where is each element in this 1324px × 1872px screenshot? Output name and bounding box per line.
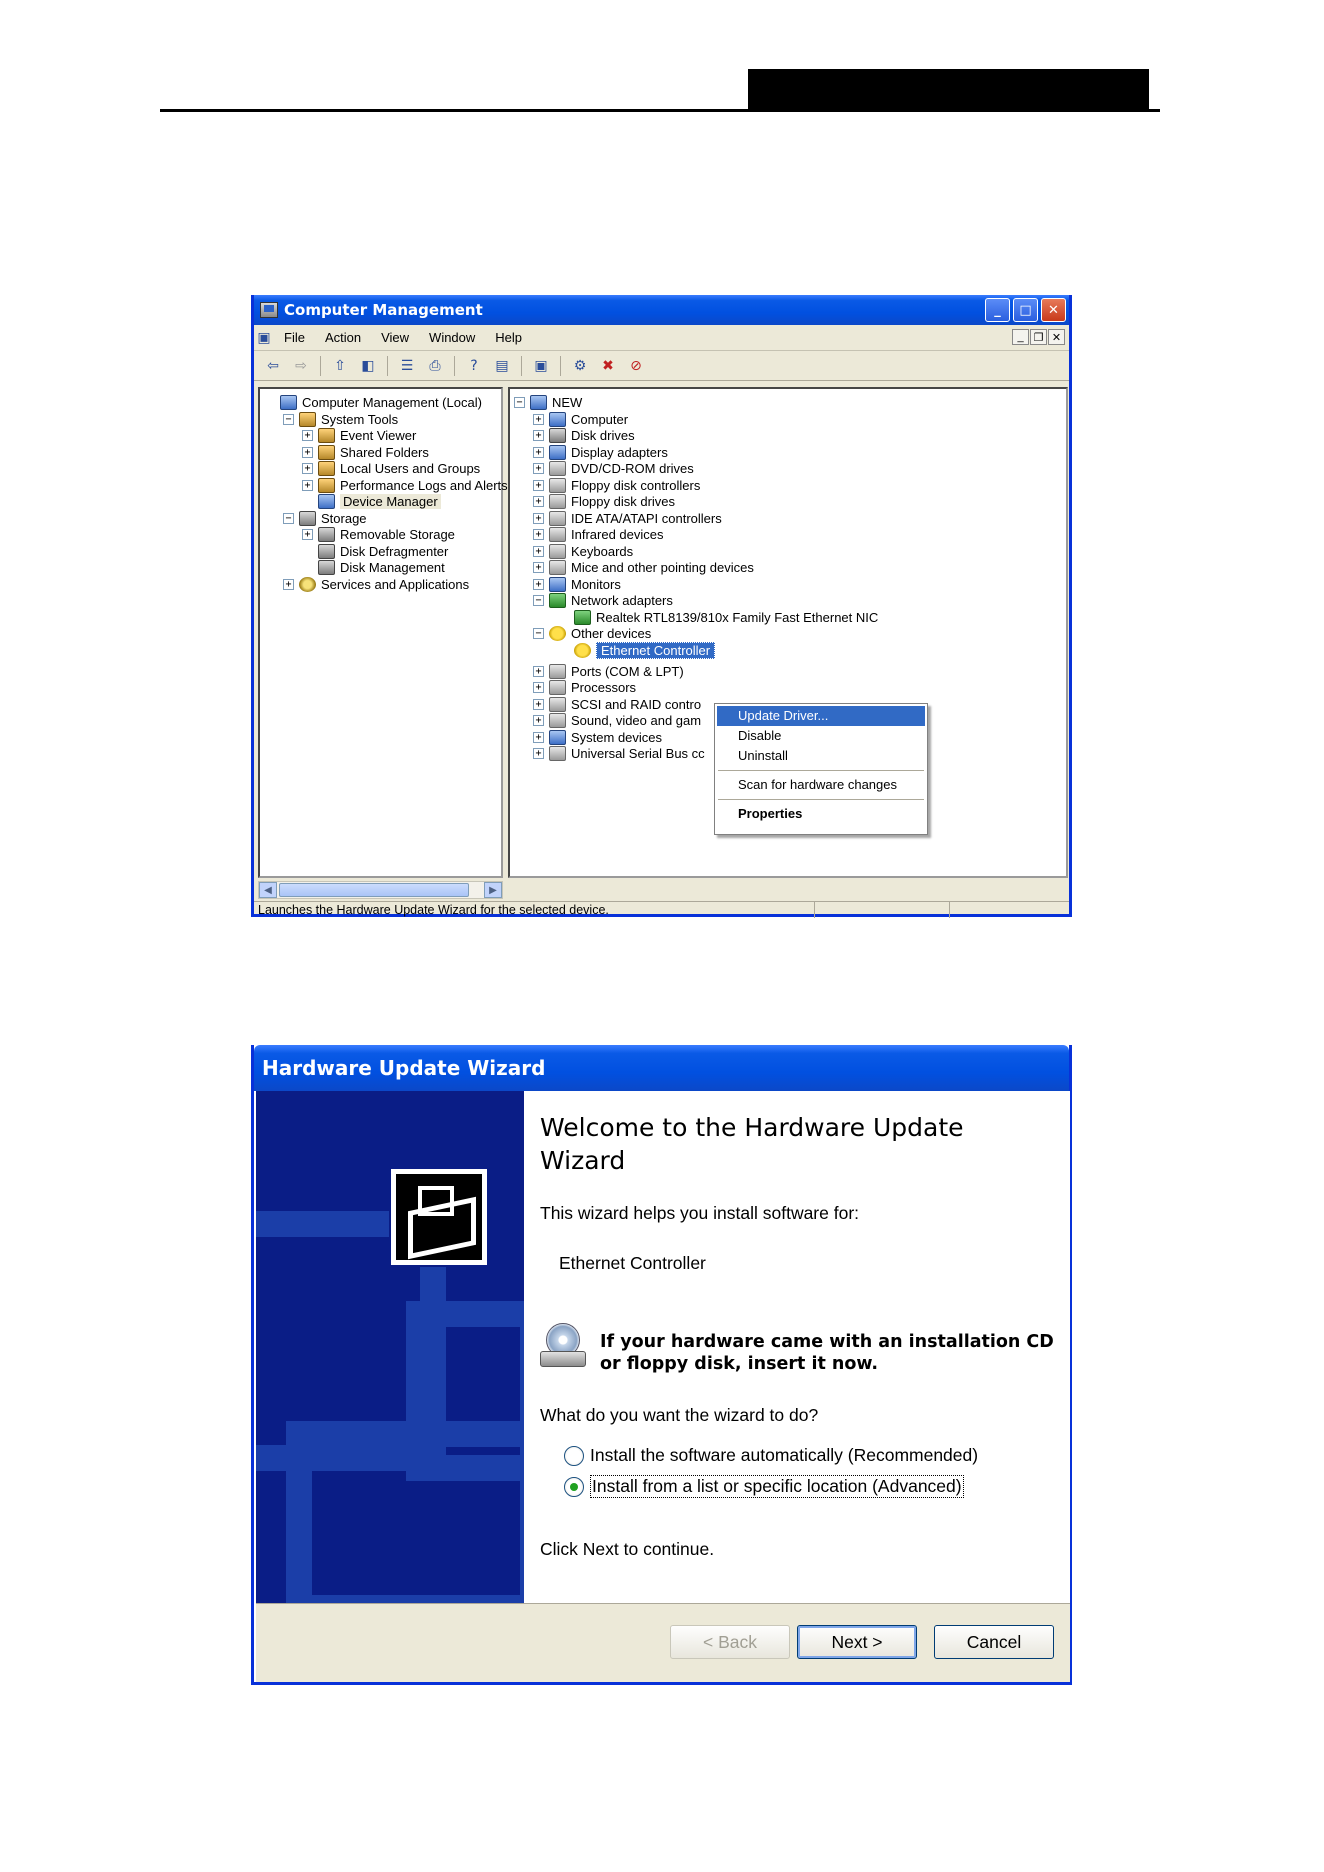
tree-item-label[interactable]: Ports (COM & LPT) [571, 663, 684, 679]
tree-item[interactable] [533, 744, 705, 763]
disable-device-icon[interactable]: ✖ [602, 357, 614, 374]
back-button[interactable]: < Back [670, 1625, 790, 1659]
horizontal-scrollbar[interactable] [258, 881, 503, 899]
print-icon[interactable]: ⎙ [429, 357, 441, 374]
device-manager-icon [318, 494, 335, 509]
collapse-icon[interactable]: − [533, 628, 544, 639]
option-advanced-label[interactable]: Install from a list or specific location (Advanced) [592, 1476, 962, 1496]
menu-item-uninstall[interactable]: Uninstall [738, 748, 788, 763]
mouse-icon [549, 560, 566, 575]
wizard-intro: This wizard helps you install software for: [540, 1203, 860, 1223]
wizard-title: Hardware Update Wizard [262, 1056, 546, 1080]
sound-icon [549, 713, 566, 728]
collapse-icon[interactable]: − [514, 397, 525, 408]
device-name: Ethernet Controller [559, 1253, 706, 1273]
menu-action[interactable]: Action [324, 330, 362, 345]
properties-icon[interactable]: ☰ [400, 357, 414, 374]
tree-item-label[interactable]: Performance Logs and Alerts [340, 477, 508, 493]
view-icon[interactable]: ▤ [495, 357, 509, 374]
menu-bar [254, 325, 1069, 351]
radio-auto[interactable] [564, 1446, 584, 1466]
computer-management-icon [260, 302, 278, 318]
services-icon [299, 577, 316, 592]
tree-item-label[interactable]: Display adapters [571, 444, 668, 460]
scroll-left-icon[interactable]: ◀ [259, 882, 277, 898]
tree-item-label[interactable]: Keyboards [571, 543, 634, 559]
tree-item-label[interactable]: Ethernet Controller [596, 642, 715, 659]
menu-item-properties[interactable]: Properties [738, 806, 803, 821]
tree-item-label[interactable]: Floppy disk drives [571, 494, 676, 509]
tree-item-label[interactable]: Universal Serial Bus cc [571, 746, 705, 761]
system-menu-icon[interactable]: ▣ [257, 329, 271, 345]
expand-icon[interactable]: + [533, 496, 544, 507]
tree-item-label[interactable]: Disk drives [571, 428, 635, 443]
defrag-icon [318, 544, 335, 559]
tree-item-label[interactable]: Removable Storage [340, 527, 455, 542]
tree-item-label[interactable]: System devices [571, 729, 663, 745]
uninstall-device-icon[interactable]: ⊘ [630, 357, 642, 374]
expand-icon[interactable]: + [302, 463, 313, 474]
users-icon [318, 461, 335, 476]
expand-icon[interactable]: + [533, 682, 544, 693]
port-icon [549, 664, 566, 679]
warning-device-icon [574, 643, 591, 658]
performance-icon [318, 478, 335, 493]
computer-icon [549, 412, 566, 427]
folder-icon [318, 445, 335, 460]
scan-hardware-icon[interactable]: ▣ [534, 357, 548, 374]
nic-icon [574, 610, 591, 625]
ide-icon [549, 511, 566, 526]
expand-icon[interactable]: + [302, 430, 313, 441]
processor-icon [549, 680, 566, 695]
tree-item-label[interactable]: Sound, video and gam [571, 713, 702, 728]
floppy-icon [549, 494, 566, 509]
console-tree-pane[interactable] [258, 387, 508, 878]
event-viewer-icon [318, 428, 335, 443]
mdi-minimize-icon[interactable]: _ [1012, 329, 1029, 345]
expand-icon[interactable]: + [533, 666, 544, 677]
menu-separator [718, 799, 924, 800]
tree-item[interactable] [283, 575, 469, 594]
tree-item-label[interactable]: Disk Management [340, 560, 445, 575]
removable-storage-icon [318, 527, 335, 542]
computer-management-window [251, 295, 1072, 917]
menu-item-update-driver[interactable]: Update Driver... [717, 706, 925, 726]
tree-item-label[interactable]: SCSI and RAID contro [571, 696, 702, 712]
expand-icon[interactable]: + [533, 414, 544, 425]
expand-icon[interactable]: + [533, 579, 544, 590]
expand-icon[interactable]: + [533, 430, 544, 441]
tree-item-label[interactable]: Mice and other pointing devices [571, 560, 754, 575]
menu-view[interactable]: View [381, 330, 410, 345]
hardware-wizard-icon [389, 1167, 489, 1267]
up-folder-icon[interactable]: ⇧ [334, 357, 346, 374]
unknown-device-icon [549, 626, 566, 641]
expand-icon[interactable]: + [533, 699, 544, 710]
title-bar[interactable] [254, 295, 1069, 325]
disk-management-icon [318, 560, 335, 575]
option-auto-label[interactable]: Install the software automatically (Recommended) [590, 1445, 979, 1465]
tree-item-label[interactable]: Services and Applications [321, 576, 470, 592]
tree-item-label[interactable]: Processors [571, 680, 637, 695]
status-text: Launches the Hardware Update Wizard for the selected device. [258, 902, 609, 917]
wizard-title-bar[interactable] [254, 1045, 1069, 1091]
tree-item-label[interactable]: Event Viewer [340, 428, 417, 443]
radio-advanced[interactable] [564, 1477, 584, 1497]
mdi-restore-icon[interactable]: ❐ [1030, 329, 1047, 345]
expand-icon[interactable]: + [302, 447, 313, 458]
expand-icon[interactable]: + [533, 463, 544, 474]
toolbar [254, 351, 1069, 381]
expand-icon[interactable]: + [533, 546, 544, 557]
collapse-icon[interactable]: − [283, 414, 294, 425]
wizard-banner [256, 1091, 524, 1603]
tree-item-label[interactable]: Network adapters [571, 593, 673, 608]
computer-icon [530, 395, 547, 410]
option-install-from-list[interactable] [564, 1475, 964, 1498]
expand-icon[interactable]: + [533, 513, 544, 524]
display-icon [549, 445, 566, 460]
show-hide-tree-icon[interactable]: ◧ [361, 357, 375, 374]
tree-root-label[interactable]: NEW [552, 395, 583, 410]
expand-icon[interactable]: + [533, 447, 544, 458]
hardware-update-wizard-window [251, 1045, 1072, 1685]
scroll-right-icon[interactable]: ▶ [484, 882, 502, 898]
disk-icon [549, 428, 566, 443]
window-title: Computer Management [284, 301, 483, 319]
expand-icon[interactable]: + [302, 529, 313, 540]
menu-separator [718, 770, 924, 771]
wizard-content [526, 1091, 1070, 1603]
tree-item-label[interactable]: Realtek RTL8139/810x Family Fast Ethernet NIC [596, 609, 879, 625]
keyboard-icon [549, 544, 566, 559]
tree-item-label[interactable]: Local Users and Groups [340, 461, 481, 476]
maximize-button[interactable]: □ [1013, 298, 1038, 322]
cd-instruction: If your hardware came with an installation CD or floppy disk, insert it now. [600, 1332, 1054, 1374]
floppy-controller-icon [549, 478, 566, 493]
tree-item-label[interactable]: System Tools [321, 411, 399, 427]
tree-item-label[interactable]: Shared Folders [340, 444, 429, 460]
help-icon[interactable]: ? [470, 357, 478, 374]
tree-item-label[interactable]: Disk Defragmenter [340, 543, 449, 559]
collapse-icon[interactable]: − [533, 595, 544, 606]
close-button[interactable]: ✕ [1041, 298, 1066, 322]
tree-item-label[interactable]: Other devices [571, 626, 652, 641]
wizard-question: What do you want the wizard to do? [540, 1405, 819, 1425]
tree-item-label[interactable]: IDE ATA/ATAPI controllers [571, 510, 722, 526]
update-driver-icon[interactable]: ⚙ [573, 357, 587, 374]
context-menu [714, 703, 928, 835]
status-bar [254, 901, 1069, 917]
system-device-icon [549, 730, 566, 745]
expand-icon[interactable]: + [533, 732, 544, 743]
wizard-button-bar [256, 1603, 1070, 1682]
tree-item-label[interactable]: Computer Management (Local) [302, 395, 482, 410]
tree-item[interactable] [558, 641, 715, 660]
infrared-icon [549, 527, 566, 542]
collapse-icon[interactable]: − [283, 513, 294, 524]
expand-icon[interactable]: + [533, 480, 544, 491]
tools-icon [299, 412, 316, 427]
menu-item-scan-hardware[interactable]: Scan for hardware changes [738, 777, 897, 792]
tree-item-label[interactable]: Infrared devices [571, 527, 664, 542]
expand-icon[interactable]: + [533, 715, 544, 726]
expand-icon[interactable]: + [533, 529, 544, 540]
cancel-button[interactable]: Cancel [934, 1625, 1054, 1659]
usb-icon [549, 746, 566, 761]
continue-hint: Click Next to continue. [540, 1539, 715, 1559]
expand-icon[interactable]: + [533, 562, 544, 573]
back-arrow-icon[interactable]: ⇦ [267, 357, 279, 374]
option-install-automatically[interactable] [564, 1445, 978, 1466]
expand-icon[interactable]: + [302, 480, 313, 491]
monitor-icon [549, 577, 566, 592]
cd-drive-icon [540, 1323, 586, 1369]
storage-icon [299, 511, 316, 526]
forward-arrow-icon[interactable]: ⇨ [295, 357, 307, 374]
menu-file[interactable]: File [284, 330, 305, 345]
computer-icon [280, 395, 297, 410]
wizard-heading: Welcome to the Hardware Update Wizard [540, 1113, 964, 1175]
mdi-close-icon[interactable]: ✕ [1048, 329, 1065, 345]
menu-help[interactable]: Help [495, 330, 523, 345]
tree-item-label[interactable]: Storage [321, 510, 367, 526]
tree-item-label[interactable]: DVD/CD-ROM drives [571, 461, 694, 476]
expand-icon[interactable]: + [533, 748, 544, 759]
scroll-thumb[interactable] [279, 883, 469, 897]
tree-item-label[interactable]: Device Manager [340, 494, 441, 509]
tree-item-label[interactable]: Computer [571, 411, 629, 427]
network-adapter-icon [549, 593, 566, 608]
scsi-icon [549, 697, 566, 712]
minimize-button[interactable]: _ [985, 298, 1010, 322]
tree-item-label[interactable]: Floppy disk controllers [571, 477, 701, 493]
next-button[interactable]: Next > [797, 1625, 917, 1659]
menu-item-disable[interactable]: Disable [738, 728, 782, 743]
menu-window[interactable]: Window [429, 330, 476, 345]
expand-icon[interactable]: + [283, 579, 294, 590]
page-header-block [748, 69, 1149, 111]
tree-item-label[interactable]: Monitors [571, 576, 621, 592]
cdrom-icon [549, 461, 566, 476]
